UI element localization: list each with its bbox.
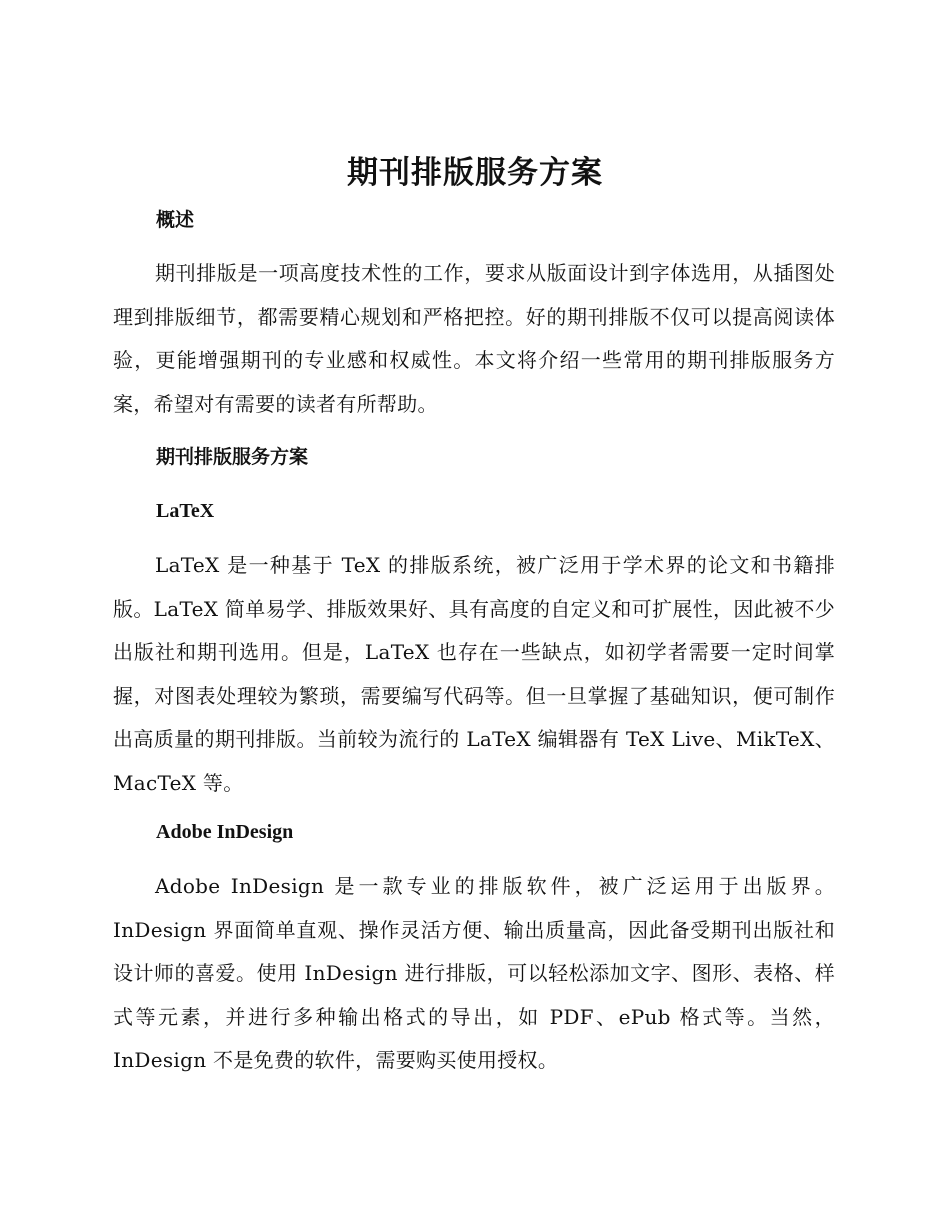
indesign-heading: Adobe InDesign [156,821,294,843]
latex-heading: LaTeX [156,500,215,522]
latex-paragraph: LaTeX 是一种基于 TeX 的排版系统，被广泛用于学术界的论文和书籍排版。LaTeX 简单易学、排版效果好、具有高度的自定义和可扩展性，因此被不少出版社和期刊选用。但是，LaTeX 也存在一些缺点，如初学者需要一定时间掌握，对图表处理较为繁琐，需要编写代码等。但一旦掌握了基础知识，便可制作出高质量的期刊排版。当前较为流行的 LaTeX 编辑器有 TeX Live、MikTeX、MacTeX 等。 [113,553,835,795]
services-heading: 期刊排版服务方案 [156,446,309,468]
overview-heading: 概述 [156,209,195,231]
indesign-paragraph: Adobe InDesign 是一款专业的排版软件，被广泛运用于出版界。InDesign 界面简单直观、操作灵活方便、输出质量高，因此备受期刊出版社和设计师的喜爱。使用 InDesign 进行排版，可以轻松添加文字、图形、表格、样式等元素，并进行多种输出格式的导出，如 PDF、ePub 格式等。当然，InDesign 不是免费的软件，需要购买使用授权。 [113,874,835,1072]
overview-paragraph: 期刊排版是一项高度技术性的工作，要求从版面设计到字体选用，从插图处理到排版细节，都需要精心规划和严格把控。好的期刊排版不仅可以提高阅读体验，更能增强期刊的专业感和权威性。本文将介绍一些常用的期刊排版服务方案，希望对有需要的读者有所帮助。 [113,261,835,416]
document-title: 期刊排版服务方案 [347,155,603,191]
